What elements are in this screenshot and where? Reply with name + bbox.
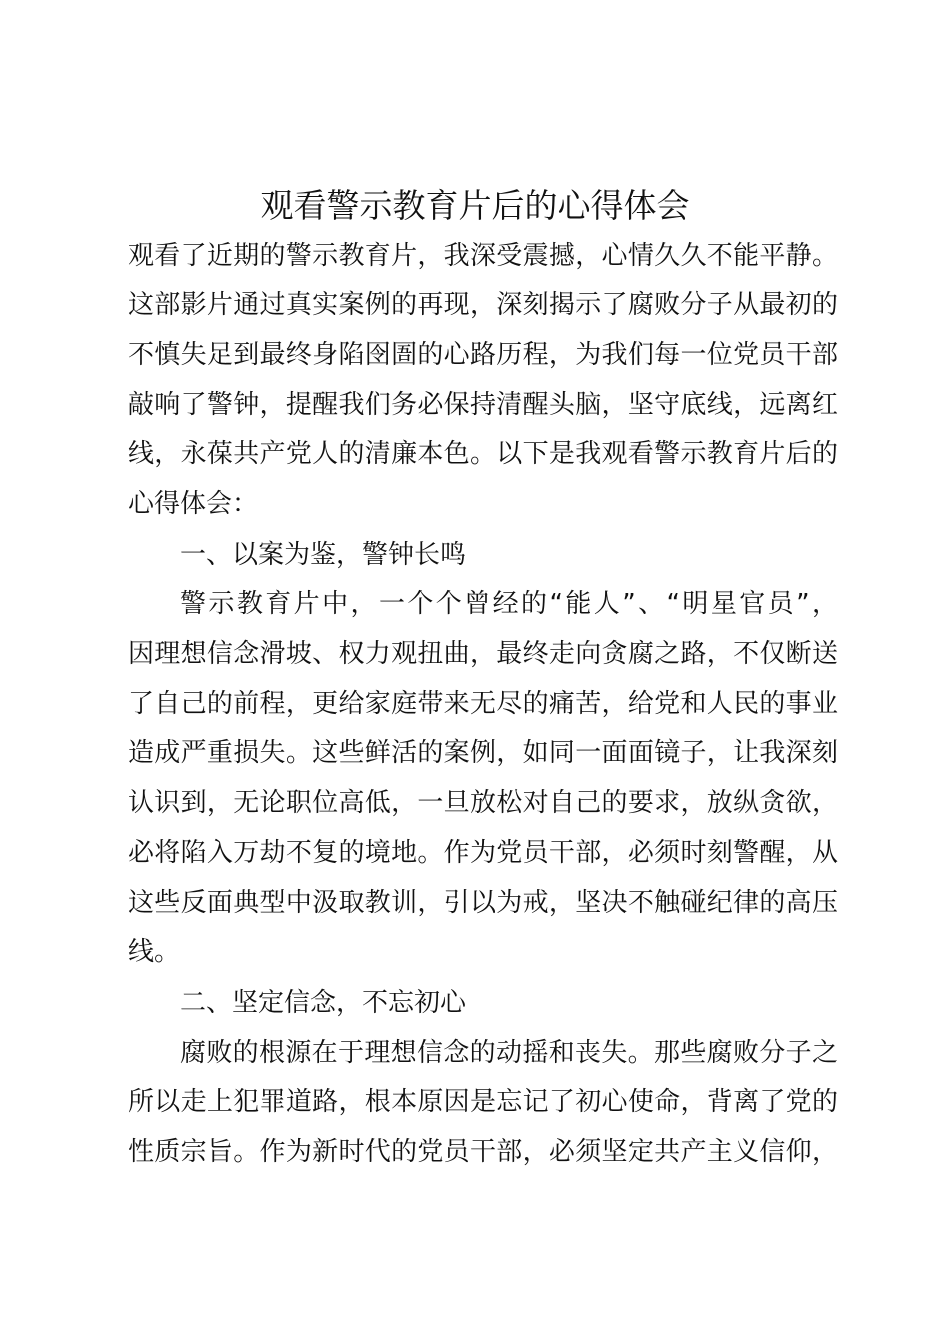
intro-line: 观看了近期的警示教育片，我深受震撼，心情久久不能平静。 xyxy=(128,241,838,271)
paragraph-line: 这些反面典型中汲取教训，引以为戒，坚决不触碰纪律的高压 xyxy=(128,888,838,918)
paragraph-line: 警示教育片中，一个个曾经的“能人”、“明星官员”， xyxy=(180,589,838,619)
intro-line: 线，永葆共产党人的清廉本色。以下是我观看警示教育片后的 xyxy=(128,439,838,469)
paragraph-line: 腐败的根源在于理想信念的动摇和丧失。那些腐败分子之 xyxy=(180,1038,838,1068)
paragraph-line: 必将陷入万劫不复的境地。作为党员干部，必须时刻警醒，从 xyxy=(128,838,838,868)
paragraph-line: 因理想信念滑坡、权力观扭曲，最终走向贪腐之路，不仅断送 xyxy=(128,639,838,669)
section-heading: 一、以案为鉴，警钟长鸣 xyxy=(180,540,467,570)
intro-line: 不慎失足到最终身陷囹圄的心路历程，为我们每一位党员干部 xyxy=(128,340,838,370)
intro-line: 心得体会： xyxy=(128,489,259,519)
document-title: 观看警示教育片后的心得体会 xyxy=(260,186,690,225)
paragraph-line: 线。 xyxy=(128,937,181,967)
paragraph-line: 了自己的前程，更给家庭带来无尽的痛苦，给党和人民的事业 xyxy=(128,689,838,719)
intro-line: 敲响了警钟，提醒我们务必保持清醒头脑，坚守底线，远离红 xyxy=(128,390,838,420)
intro-line: 这部影片通过真实案例的再现，深刻揭示了腐败分子从最初的 xyxy=(128,290,838,320)
paragraph-line: 性质宗旨。作为新时代的党员干部，必须坚定共产主义信仰， xyxy=(128,1137,838,1167)
paragraph-line: 认识到，无论职位高低，一旦放松对自己的要求，放纵贪欲， xyxy=(128,788,838,818)
section-heading: 二、坚定信念，不忘初心 xyxy=(180,988,467,1018)
paragraph-line: 造成严重损失。这些鲜活的案例，如同一面面镜子，让我深刻 xyxy=(128,738,838,768)
paragraph-line: 所以走上犯罪道路，根本原因是忘记了初心使命，背离了党的 xyxy=(128,1087,838,1117)
